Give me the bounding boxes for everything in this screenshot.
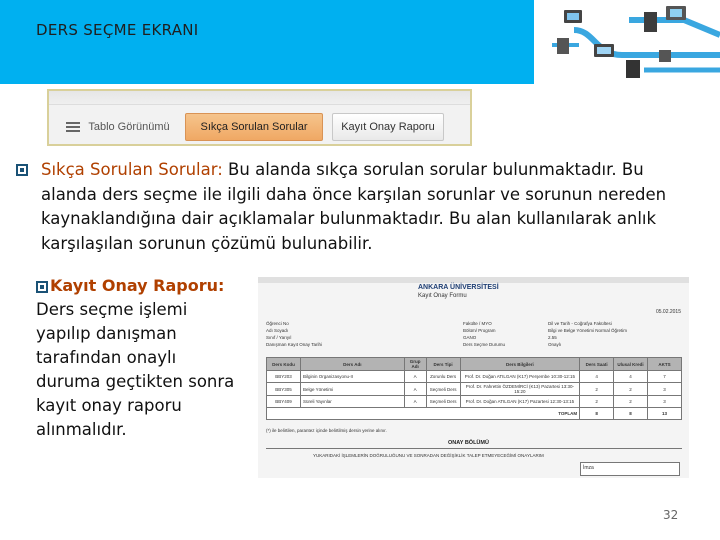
table-cell: 2 (614, 383, 648, 396)
table-cell: 3 (648, 396, 682, 408)
info-mid-values (548, 320, 627, 348)
header-band (0, 0, 720, 84)
table-row (267, 371, 682, 383)
form-title: Kayıt Onay Formu (418, 293, 467, 299)
report-heading: Kayıt Onay Raporu: (50, 276, 225, 295)
info-label: Bölüm/ Program (463, 328, 496, 333)
table-cell: BBY203 (267, 371, 301, 383)
table-cell: Seçmeli Ders (426, 383, 460, 396)
column-header: Ulusal Kredi (614, 358, 648, 371)
table-cell: Zorunlu Ders (426, 371, 460, 383)
column-header: AKTS (648, 358, 682, 371)
table-cell: 2 (580, 396, 614, 408)
table-cell: 4 (614, 371, 648, 383)
faq-text: Bu alanda sıkça sorulan sorular bulunmaktadır. Bu alanda ders seçme ile ilgili daha önce karşılan sorunlar ve sorunun nereden kaynaklandığına dair açıklamalar bulunmaktadır. Bu alan kullanılarak anlık karşılaşılan sorunun çözümü bulunabilir. (41, 160, 667, 253)
table-row (267, 383, 682, 396)
total-cell: 13 (648, 408, 682, 420)
signature-box: İmza (580, 462, 680, 476)
page-title: DERS SEÇME EKRANI (36, 21, 199, 39)
info-label: Danışman Kayıt Onay Tarihi (266, 342, 322, 347)
info-value: Dil ve Tarih - Coğrafya Fakültesi (548, 321, 612, 326)
info-value: Bilgi ve Belge Yönetimi Normal Öğretim (548, 328, 627, 333)
approval-section-title: ONAY BÖLÜMÜ (448, 440, 489, 446)
divider (266, 448, 682, 449)
table-cell: 2 (580, 383, 614, 396)
course-table (266, 357, 682, 420)
table-cell: Prof. Dr. Doğan ATILGAN (K17) Pazartesi 12:30-13:15 (460, 396, 580, 408)
info-label: Fakülte / MYO (463, 321, 492, 326)
total-label: TOPLAM (267, 408, 580, 420)
toolbar-screenshot (47, 89, 472, 146)
table-row (267, 396, 682, 408)
table-cell: 2 (614, 396, 648, 408)
page-number: 32 (663, 508, 679, 522)
table-cell: Prof. Dr. Doğan ATILGAN (K17) Perşembe 10:30-12:15 (460, 371, 580, 383)
table-cell: 3 (648, 383, 682, 396)
info-value: 2.55 (548, 335, 557, 340)
network-illustration (534, 0, 720, 84)
column-header: Ders Adı (300, 358, 404, 371)
info-left-labels (266, 320, 322, 348)
column-header: Ders Bilgileri (460, 358, 580, 371)
table-cell: Seçmeli Ders (426, 396, 460, 408)
table-header-row (267, 358, 682, 371)
network-icon (534, 0, 720, 84)
faq-tab-button[interactable]: Sıkça Sorulan Sorular (185, 113, 323, 141)
bullet-icon (16, 164, 28, 176)
total-cell: 8 (580, 408, 614, 420)
form-note: (*) ile belirtilen, parantez içinde belirtilmiş dersin yerine alınır. (266, 428, 387, 433)
column-header: Ders Saati (580, 358, 614, 371)
table-cell: Bilginin Organizasyonu-II (300, 371, 404, 383)
column-header: Ders Kodu (267, 358, 301, 371)
table-cell: A (404, 383, 426, 396)
table-cell: 4 (580, 371, 614, 383)
confirmation-report-button[interactable]: Kayıt Onay Raporu (332, 113, 444, 141)
table-cell: 7 (648, 371, 682, 383)
toolbar-top-strip (49, 91, 470, 105)
info-label: Adı Soyadı (266, 328, 289, 333)
info-label: Ders Seçme Durumu (463, 342, 506, 347)
table-view-label: Tablo Görünümü (88, 121, 170, 133)
table-cell: Prof. Dr. Fahrettin ÖZDEMİRCİ (K13) Pazartesi 13:30-15:20 (460, 383, 580, 396)
faq-heading: Sıkça Sorulan Sorular: (41, 160, 223, 179)
info-label: Öğrenci No (266, 321, 289, 326)
confirmation-form-screenshot (258, 277, 689, 478)
form-university: ANKARA ÜNİVERSİTESİ (418, 284, 499, 291)
info-mid-labels (463, 320, 505, 348)
table-cell: A (404, 396, 426, 408)
faq-description (41, 158, 691, 256)
info-label: GANO (463, 335, 477, 340)
table-cell: BBY409 (267, 396, 301, 408)
info-value: Onaylı (548, 342, 562, 347)
table-cell: Belge Yönetimi (300, 383, 404, 396)
total-cell: 8 (614, 408, 648, 420)
form-date: 05.02.2015 (655, 309, 681, 315)
table-cell: BBY305 (267, 383, 301, 396)
table-cell: Süreli Yayınlar (300, 396, 404, 408)
confirmation-statement: YUKARIDAKİ İŞLEMLERİN DOĞRULUĞUNU VE SONRADAN DEĞİŞİKLİK TALEP ETMEYECEĞİMİ ONAYLARIM (313, 453, 544, 458)
column-header: Grup Adı (404, 358, 426, 371)
form-top-strip (258, 277, 689, 283)
table-cell: A (404, 371, 426, 383)
column-header: Ders Tipi (426, 358, 460, 371)
list-icon (66, 122, 80, 133)
info-label: Sınıf / Yarıyıl (266, 335, 292, 340)
report-text: Ders seçme işlemi yapılıp danışman tarafından onaylı duruma geçtikten sonra kayıt onay raporu alınmalıdır. (36, 300, 235, 439)
table-view-button[interactable] (59, 113, 177, 141)
bullet-icon (36, 281, 48, 293)
table-total-row (267, 408, 682, 420)
